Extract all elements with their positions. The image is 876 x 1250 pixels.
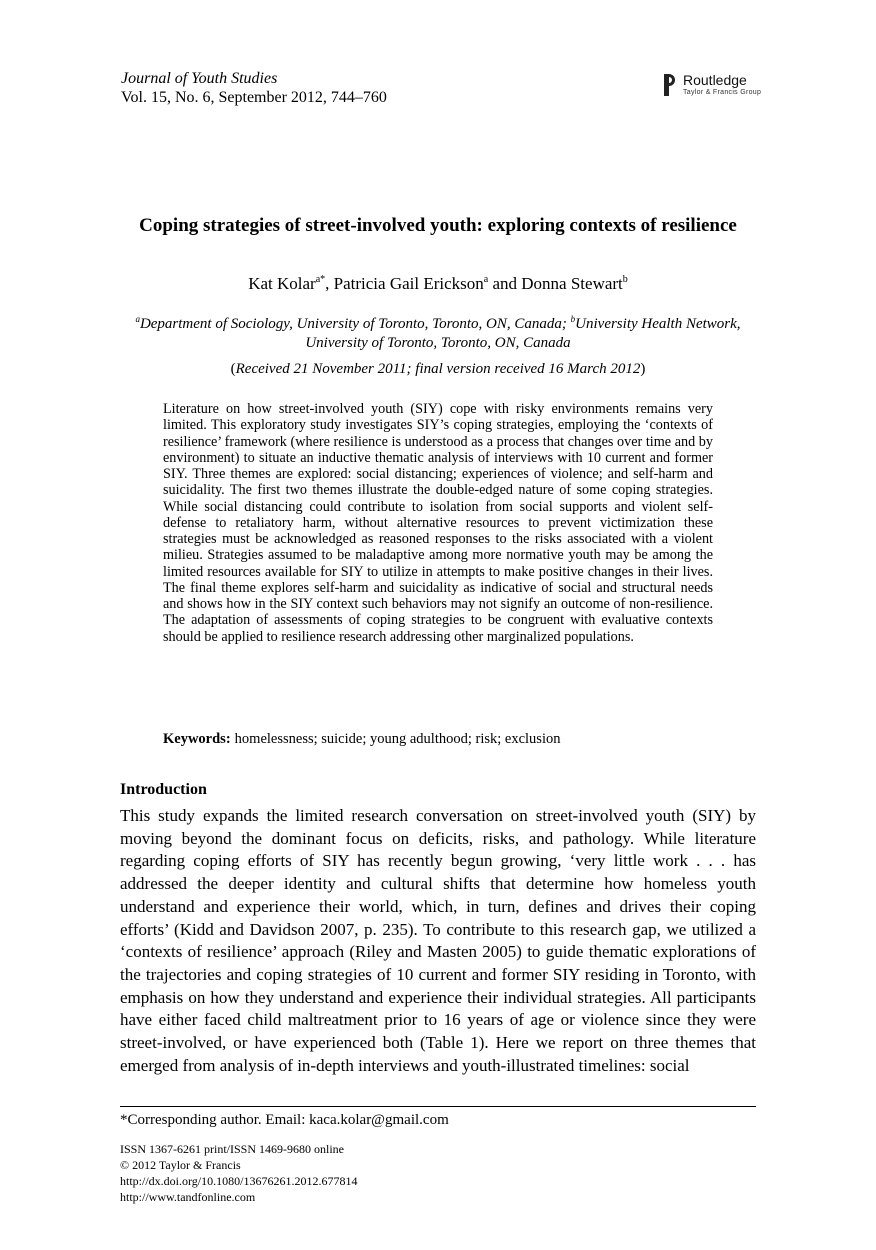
footnote-divider <box>120 1106 756 1107</box>
journal-volume: Vol. 15, No. 6, September 2012, 744–760 <box>121 89 387 106</box>
keywords-label: Keywords: <box>163 731 231 747</box>
affil-a-text: Department of Sociology, University of Toronto, Toronto, ON, Canada; <box>139 316 571 332</box>
received-dates <box>120 360 756 379</box>
received-text: Received 21 November 2011; final version received 16 March 2012 <box>235 361 641 377</box>
author-name: Kat Kolar <box>248 274 316 293</box>
doi-link[interactable]: http://dx.doi.org/10.1080/13676261.2012.677814 <box>120 1174 358 1188</box>
author-affil-sup: a* <box>315 274 326 285</box>
routledge-logo-icon <box>661 72 677 98</box>
author-list <box>120 273 756 295</box>
article-title: Coping strategies of street-involved youth: exploring contexts of resilience <box>139 215 737 236</box>
received-close: ) <box>640 361 646 377</box>
author-name: Patricia Gail Erickson <box>333 274 484 293</box>
author-separator: and <box>488 274 522 293</box>
section-heading-introduction: Introduction <box>120 781 207 798</box>
publication-info <box>120 1141 357 1205</box>
corresponding-author-footnote: *Corresponding author. Email: kaca.kolar@gmail.com <box>120 1112 449 1128</box>
affiliations <box>120 315 756 353</box>
issn-line: ISSN 1367-6261 print/ISSN 1469-9680 online <box>120 1142 345 1156</box>
affil-b-text: University Health Network, University of Toronto, Toronto, ON, Canada <box>305 316 741 351</box>
copyright-line: © 2012 Taylor & Francis <box>120 1158 241 1172</box>
author-affil-sup: a <box>483 274 489 285</box>
introduction-paragraph: This study expands the limited research conversation on street-involved youth (SIY) by moving beyond the dominant focus on deficits, risks, and pathology. While literature regarding coping efforts of SIY has recently begun growing, ‘very little work . . . has addressed the deeper identity and cultural shifts that determine how homeless youth understand and experience their world, which, in turn, defines and drives their coping efforts’ (Kidd and Davidson 2007, p. 235). To contribute to this research gap, we utilized a ‘contexts of resilience’ approach (Riley and Masten 2005) to guide thematic explorations of the trajectories and coping strategies of 10 current and former SIY residing in Toronto, with emphasis on how they understand and experience their individual strategies. All participants have either faced child maltreatment prior to 16 years of age or violence since they were street-involved, or have experienced both (Table 1). Here we report on three themes that emerged from analysis of in-depth interviews and youth-illustrated timelines: social <box>120 806 756 1075</box>
keywords <box>163 730 713 748</box>
website-link[interactable]: http://www.tandfonline.com <box>120 1190 256 1204</box>
author-separator: , <box>325 274 334 293</box>
affil-a-sup: a <box>135 314 140 324</box>
received-open: ( <box>230 361 236 377</box>
publisher-logo-block <box>661 72 761 98</box>
keywords-list: homelessness; suicide; young adulthood; risk; exclusion <box>234 731 561 747</box>
author-affil-sup: b <box>622 274 628 285</box>
abstract: Literature on how street-involved youth (SIY) cope with risky environments remains very limited. This exploratory study investigates SIY’s coping strategies, employing the ‘contexts of resilience’ framework (where resilience is understood as a process that changes over time and by environment) to situate an inductive thematic analysis of interviews with 10 current and former SIY. Three themes are explored: social distancing; experiences of violence; and self-harm and suicidality. The first two themes illustrate the double-edged nature of some coping strategies. While social distancing could contribute to isolation from social supports and violent self-defense to retaliatory harm, without alternative resources to prevent victimization these strategies must be acknowledged as reasoned responses to the risks associated with a violent milieu. Strategies assumed to be maladaptive among more normative youth may be among the limited resources available for SIY to utilize in attempts to make positive changes in their lives. The final theme explores self-harm and suicidality as indicative of social and structural needs and shows how in the SIY context such behaviors may not signify an outcome of non-resilience. The adaptation of assessments of coping strategies to be congruent with evaluative contexts should be applied to resilience research addressing other marginalized populations. <box>163 401 713 645</box>
publisher-subtitle: Taylor & Francis Group <box>683 89 762 96</box>
publisher-name: Routledge <box>683 72 747 88</box>
author-name: Donna Stewart <box>521 274 623 293</box>
affil-b-sup: b <box>570 314 576 324</box>
journal-name: Journal of Youth Studies <box>121 70 278 87</box>
